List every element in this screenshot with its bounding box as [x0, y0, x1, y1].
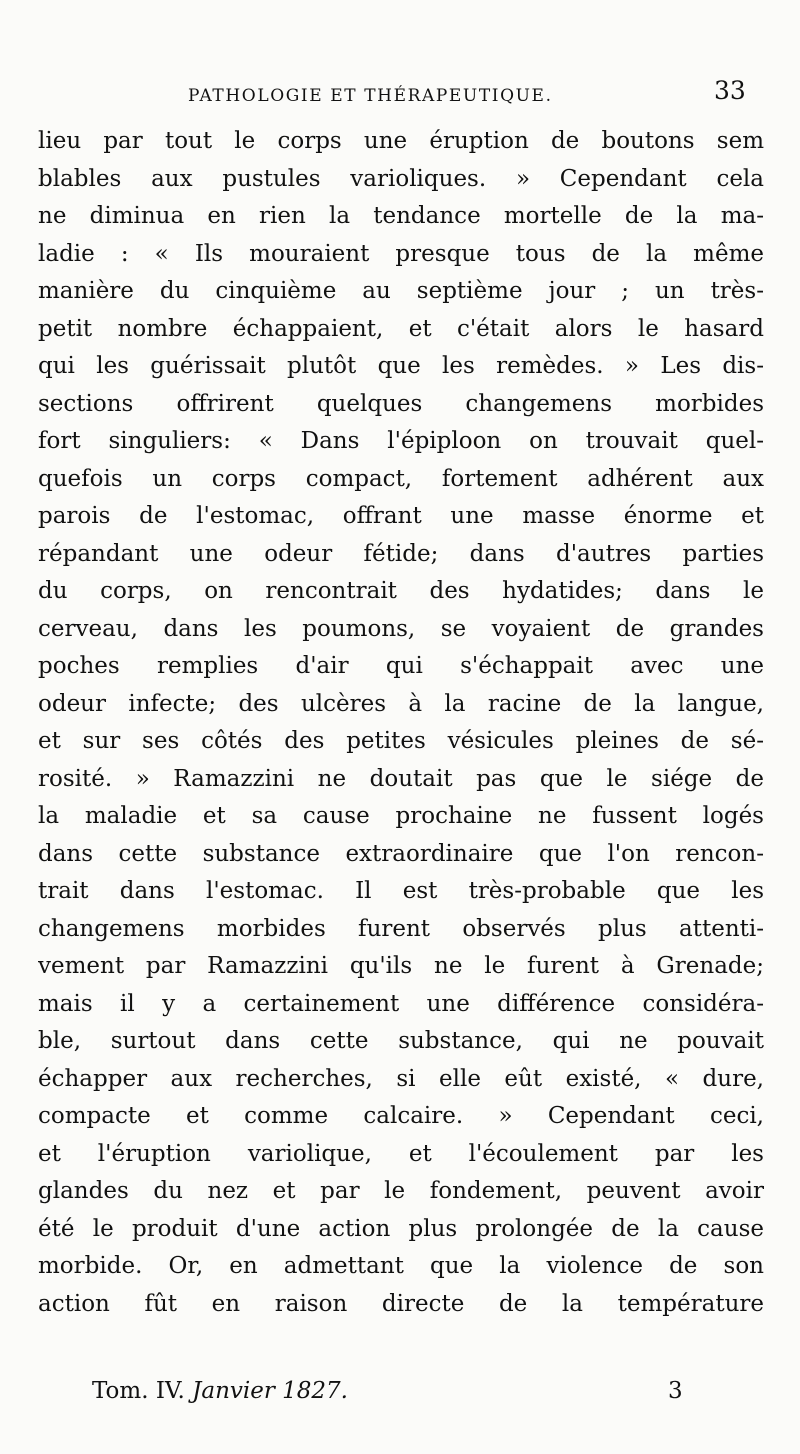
text-line: ladie : « Ils mouraient presque tous de la même [38, 240, 764, 267]
text-line: changemens morbides furent observés plus attenti- [38, 915, 764, 942]
page-header [0, 70, 800, 110]
text-line: la maladie et sa cause prochaine ne fussent logés [38, 803, 764, 829]
text-line: poches remplies d'air qui s'échappait avec une [38, 653, 764, 679]
body-text [38, 123, 764, 1323]
text-line: ble, surtout dans cette substance, qui ne pouvait [38, 1028, 764, 1054]
text-line: mais il y a certainement une différence considéra- [38, 990, 764, 1017]
text-line: compacte et comme calcaire. » Cependant ceci, [38, 1103, 764, 1129]
text-line: parois de l'estomac, offrant une masse énorme et [38, 503, 764, 529]
text-line: petit nombre échappaient, et c'était alors le hasard [38, 315, 764, 342]
signature-mark: 3 [668, 1378, 683, 1404]
text-line: manière du cinquième au septième jour ; un très- [38, 278, 764, 304]
text-line: qui les guérissait plutôt que les remèdes. » Les dis- [38, 353, 764, 379]
tome-volume: Tom. IV. [92, 1378, 185, 1404]
text-line: morbide. Or, en admettant que la violence de son [38, 1253, 764, 1279]
text-line: sections offrirent quelques changemens morbides [38, 390, 764, 417]
text-line: et l'éruption variolique, et l'écoulement par les [38, 1140, 764, 1167]
text-line: et sur ses côtés des petites vésicules pleines de sé- [38, 728, 764, 754]
text-line: trait dans l'estomac. Il est très-probable que les [38, 878, 764, 904]
text-line: été le produit d'une action plus prolongée de la cause [38, 1215, 764, 1242]
page-number: 33 [714, 76, 746, 105]
text-line: vement par Ramazzini qu'ils ne le furent à Grenade; [38, 953, 764, 979]
text-line: quefois un corps compact, fortement adhérent aux [38, 465, 764, 492]
text-line: rosité. » Ramazzini ne doutait pas que le siége de [38, 765, 764, 792]
text-line: odeur infecte; des ulcères à la racine de la langue, [38, 690, 764, 717]
running-title: PATHOLOGIE ET THÉRAPEUTIQUE. [188, 86, 553, 106]
text-line: blables aux pustules varioliques. » Cependant cela [38, 165, 764, 192]
text-line: cerveau, dans les poumons, se voyaient de grandes [38, 615, 764, 642]
text-line: répandant une odeur fétide; dans d'autres parties [38, 540, 764, 567]
text-line: lieu par tout le corps une éruption de boutons sem [38, 128, 764, 154]
text-line: action fût en raison directe de la température [38, 1290, 764, 1317]
text-line: fort singuliers: « Dans l'épiploon on trouvait quel- [38, 428, 764, 454]
text-line: du corps, on rencontrait des hydatides; dans le [38, 578, 764, 604]
text-line: ne diminua en rien la tendance mortelle de la ma- [38, 203, 764, 229]
text-line: glandes du nez et par le fondement, peuvent avoir [38, 1178, 764, 1204]
tome-date: Janvier 1827. [192, 1378, 348, 1404]
footer-tome [92, 1378, 348, 1404]
page-footer [0, 1378, 800, 1418]
text-line: dans cette substance extraordinaire que l'on rencon- [38, 840, 764, 867]
text-line: échapper aux recherches, si elle eût existé, « dure, [38, 1065, 764, 1092]
